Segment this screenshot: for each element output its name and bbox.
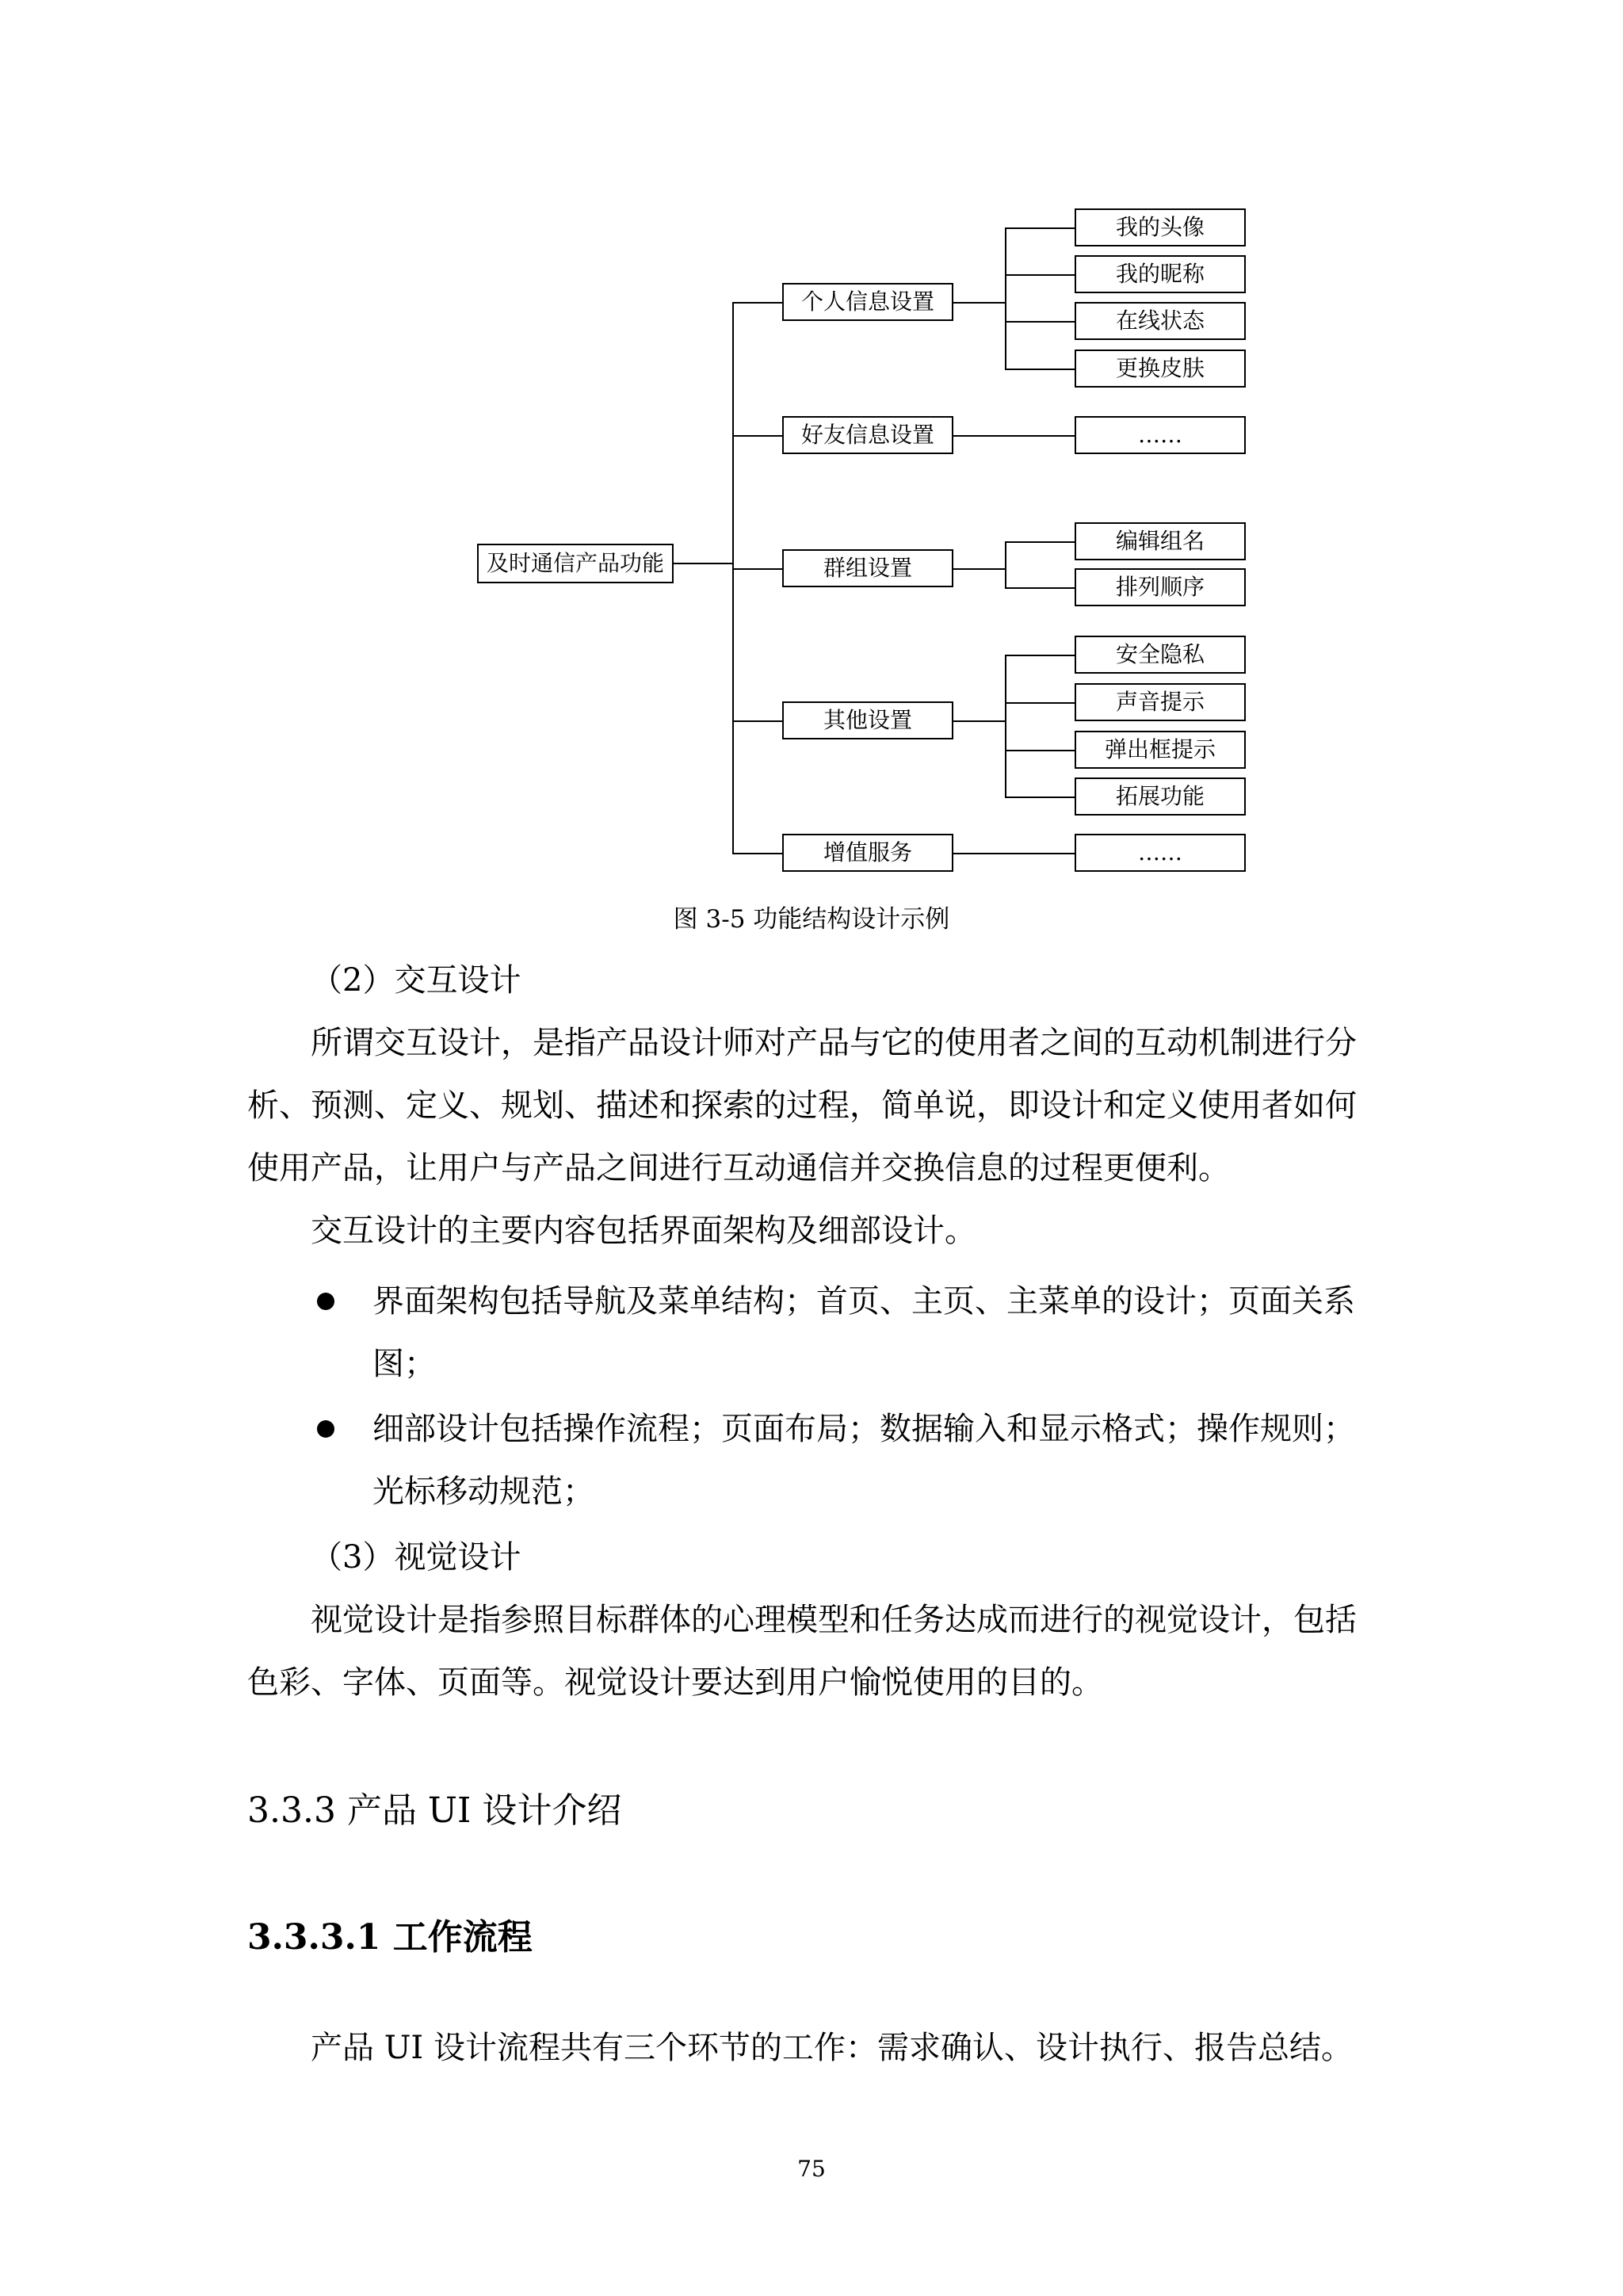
subsection-title-visual: （3）视觉设计 bbox=[311, 1539, 521, 1576]
diagram-group-node: 好友信息设置 bbox=[782, 416, 953, 454]
bullet-line: 细部设计包括操作流程；页面布局；数据输入和显示格式；操作规则； bbox=[372, 1411, 1355, 1447]
diagram-leaf-node: 安全隐私 bbox=[1075, 636, 1246, 674]
diagram-root-node: 及时通信产品功能 bbox=[477, 544, 674, 583]
paragraph-visual-design bbox=[247, 1589, 1392, 1714]
diagram-leaf-node: 拓展功能 bbox=[1075, 777, 1246, 816]
connector bbox=[674, 563, 733, 564]
diagram-group-node: 其他设置 bbox=[782, 701, 953, 739]
connector bbox=[732, 302, 734, 853]
connector bbox=[1005, 369, 1075, 370]
connector bbox=[732, 720, 783, 722]
paragraph-line: 视觉设计是指参照目标群体的心理模型和任务达成而进行的视觉设计，包括 bbox=[311, 1602, 1357, 1638]
figure-caption: 图 3-5 功能结构设计示例 bbox=[673, 905, 950, 934]
paragraph-line: 色彩、字体、页面等。视觉设计要达到用户愉悦使用的目的。 bbox=[247, 1664, 1103, 1701]
bullet-line: 光标移动规范； bbox=[372, 1473, 594, 1510]
connector bbox=[1005, 797, 1075, 798]
connector bbox=[1005, 750, 1075, 751]
connector bbox=[1005, 655, 1006, 797]
connector bbox=[1005, 274, 1075, 276]
section-heading-3-3-3-1: 3.3.3.1 工作流程 bbox=[247, 1917, 533, 1958]
diagram-leaf-node: …… bbox=[1075, 834, 1246, 872]
diagram-leaf-node: 我的头像 bbox=[1075, 208, 1246, 246]
connector bbox=[1005, 655, 1075, 656]
bullet-line: 界面架构包括导航及菜单结构；首页、主页、主菜单的设计；页面关系 bbox=[372, 1283, 1355, 1320]
bullet-item bbox=[372, 1270, 1395, 1396]
diagram-group-node: 增值服务 bbox=[782, 834, 953, 872]
diagram-leaf-node: 编辑组名 bbox=[1075, 522, 1246, 560]
connector bbox=[732, 568, 783, 570]
connector bbox=[953, 435, 1075, 437]
bullet-dot bbox=[317, 1293, 334, 1310]
connector bbox=[1005, 702, 1075, 704]
diagram-group-node: 群组设置 bbox=[782, 549, 953, 587]
diagram-leaf-node: 我的昵称 bbox=[1075, 255, 1246, 293]
connector bbox=[1005, 321, 1075, 323]
diagram-leaf-node: 排列顺序 bbox=[1075, 568, 1246, 606]
connector bbox=[953, 302, 1006, 304]
connector bbox=[1005, 227, 1075, 229]
paragraph-interaction-definition bbox=[247, 1012, 1392, 1200]
section-heading-3-3-3: 3.3.3 产品 UI 设计介绍 bbox=[247, 1790, 622, 1831]
page-number: 75 bbox=[797, 2156, 826, 2182]
connector bbox=[953, 568, 1006, 570]
paragraph-interaction-content: 交互设计的主要内容包括界面架构及细部设计。 bbox=[311, 1213, 976, 1249]
subsection-title-interaction: （2）交互设计 bbox=[311, 962, 521, 999]
bullet-item bbox=[372, 1398, 1395, 1523]
connector bbox=[953, 853, 1075, 854]
paragraph-line: 使用产品，让用户与产品之间进行互动通信并交换信息的过程更便利。 bbox=[247, 1150, 1230, 1186]
connector bbox=[1005, 227, 1006, 369]
diagram-leaf-node: 声音提示 bbox=[1075, 683, 1246, 721]
paragraph-line: 所谓交互设计，是指产品设计师对产品与它的使用者之间的互动机制进行分 bbox=[311, 1025, 1357, 1061]
connector bbox=[1005, 541, 1075, 543]
connector bbox=[732, 435, 783, 437]
diagram-leaf-node: 更换皮肤 bbox=[1075, 350, 1246, 388]
diagram-leaf-node: 弹出框提示 bbox=[1075, 731, 1246, 769]
connector bbox=[1005, 587, 1075, 589]
bullet-line: 图； bbox=[372, 1346, 436, 1382]
connector bbox=[732, 302, 783, 304]
paragraph-line: 析、预测、定义、规划、描述和探索的过程，简单说，即设计和定义使用者如何 bbox=[247, 1087, 1357, 1124]
diagram-leaf-node: …… bbox=[1075, 416, 1246, 454]
bullet-dot bbox=[317, 1420, 334, 1438]
diagram-group-node: 个人信息设置 bbox=[782, 283, 953, 321]
paragraph-workflow: 产品 UI 设计流程共有三个环节的工作：需求确认、设计执行、报告总结。 bbox=[311, 2030, 1353, 2066]
connector bbox=[732, 853, 783, 854]
diagram-leaf-node: 在线状态 bbox=[1075, 302, 1246, 340]
connector bbox=[1005, 541, 1006, 589]
connector bbox=[953, 720, 1006, 722]
